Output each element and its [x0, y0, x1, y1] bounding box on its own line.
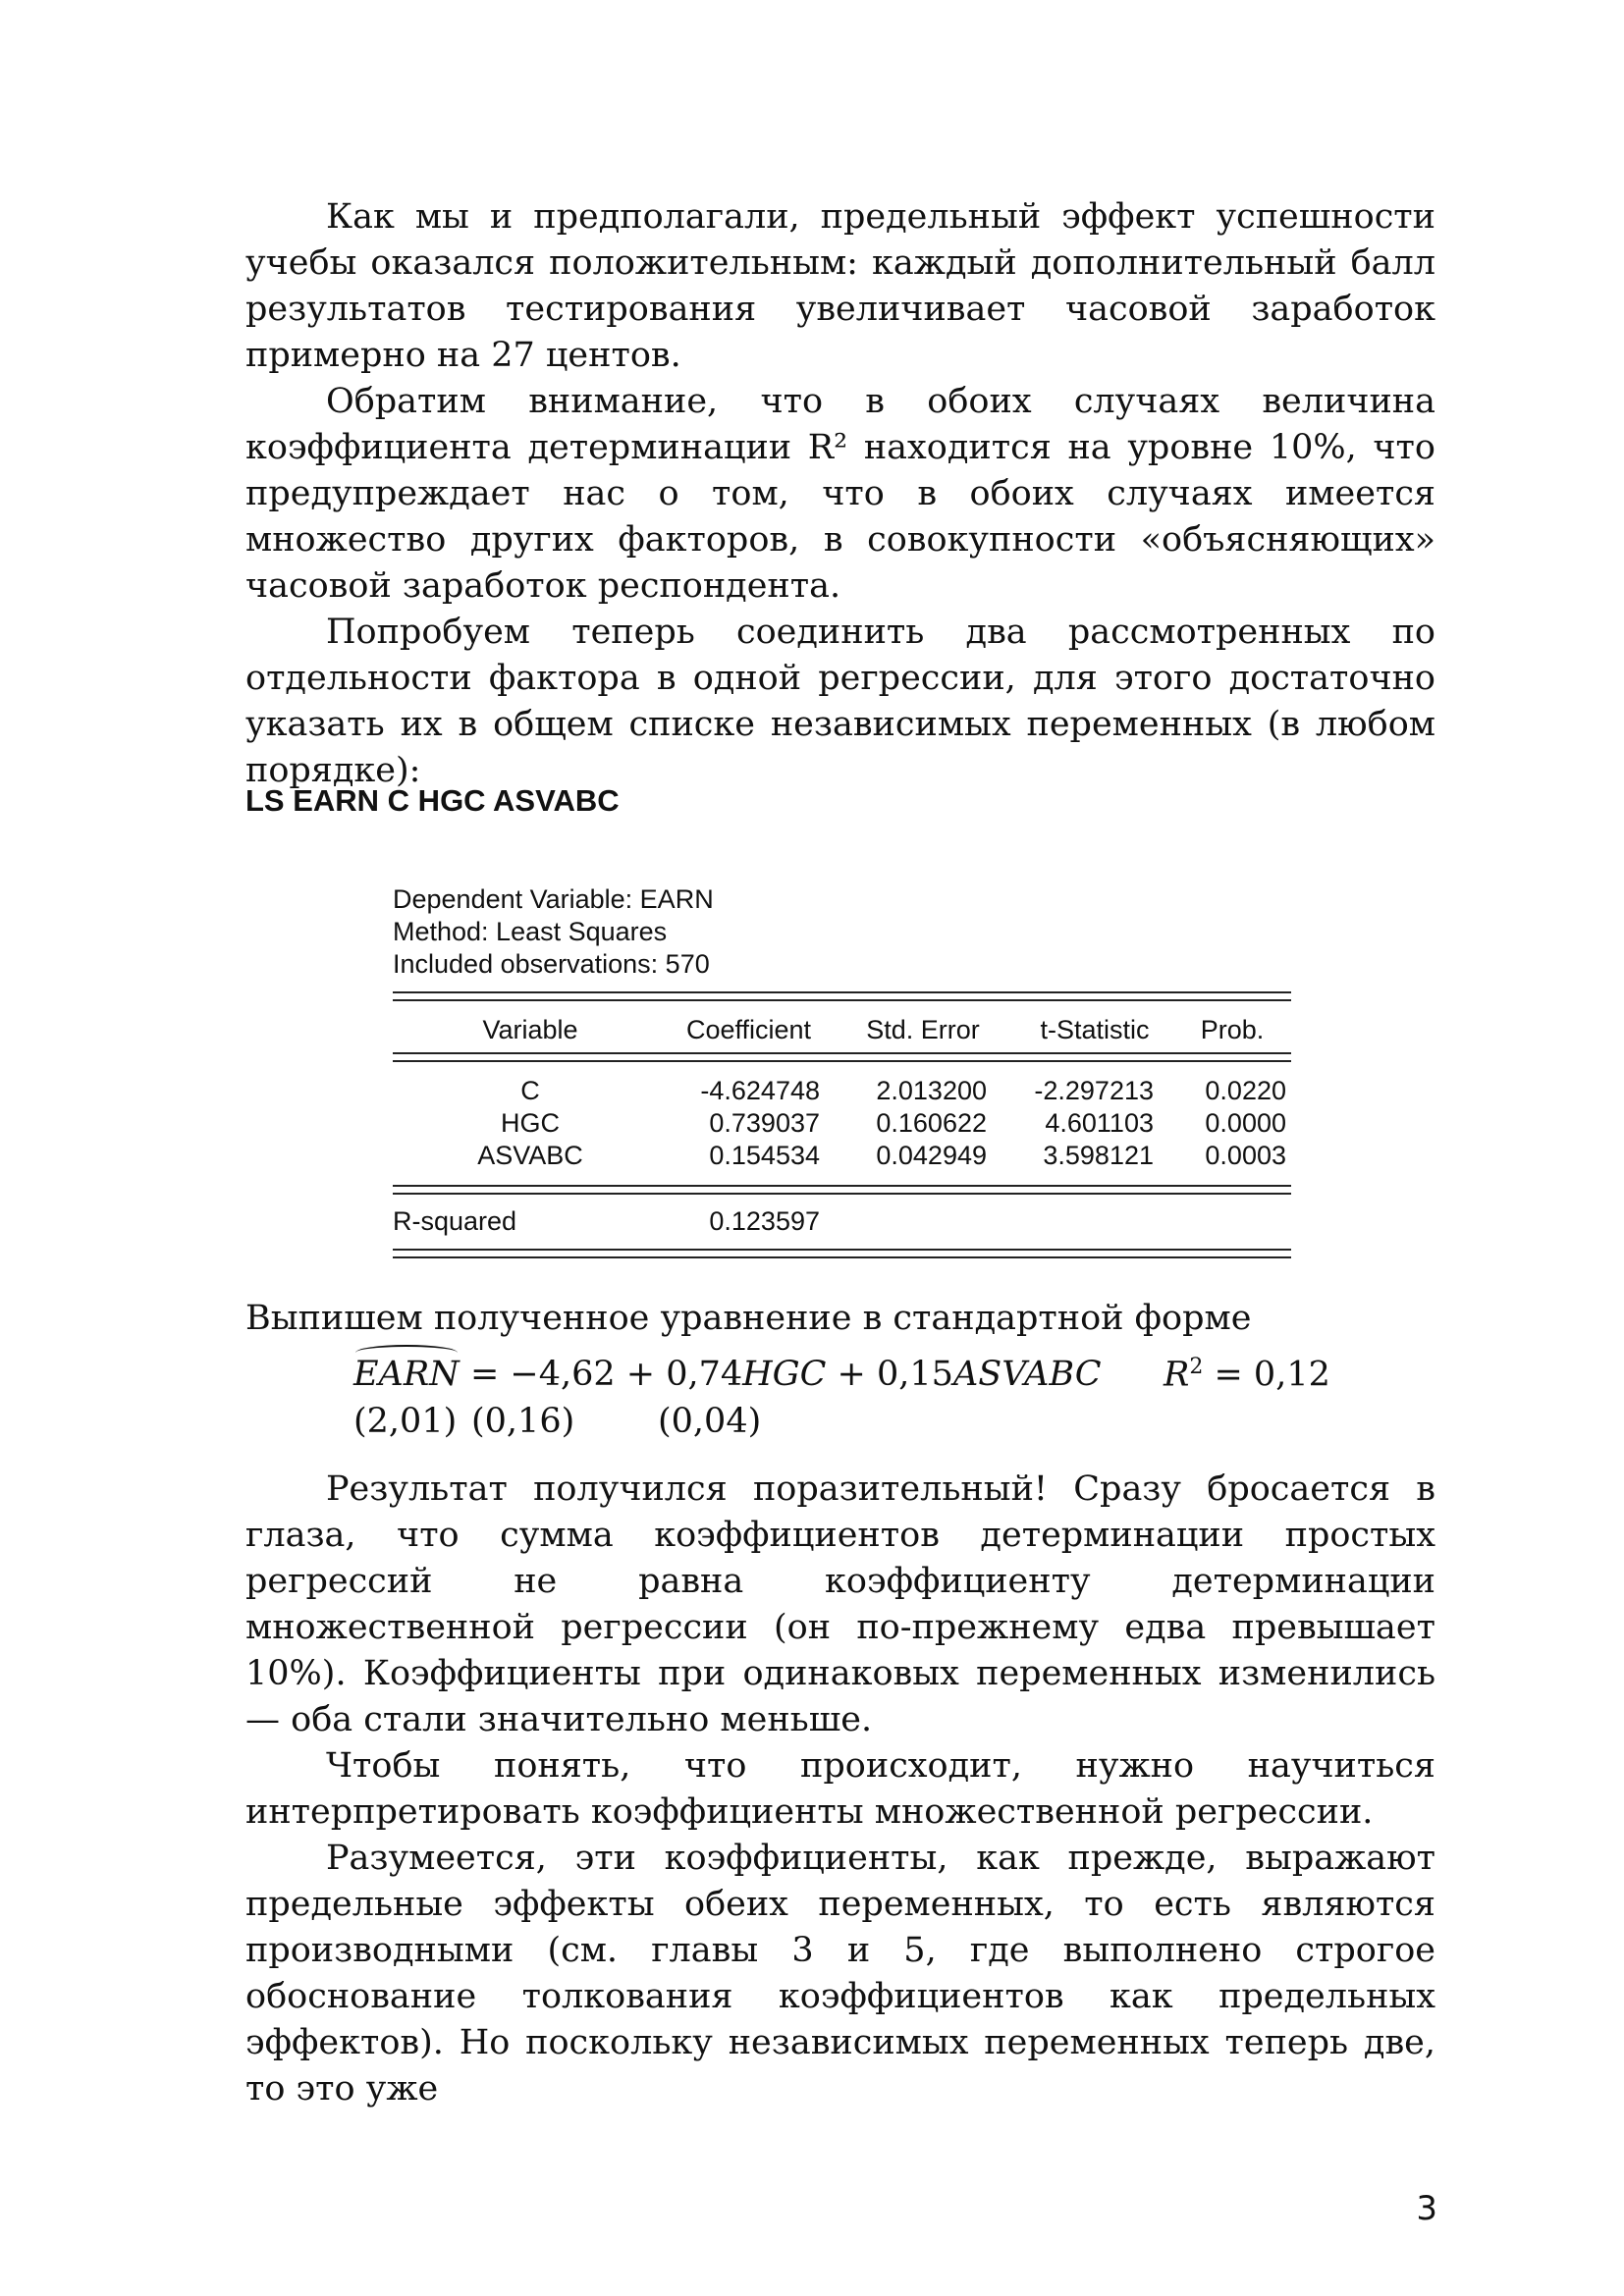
table-rule — [393, 991, 1291, 1001]
paragraph: Разумеется, эти коэффициенты, как прежде, выражают предельные эффекты обеих переменных, то есть являются производными (см. главы 3 и 5, где выполнено строгое обоснование толкования коэффициентов как предельных эффектов). Но поскольку независимых переменных теперь две, то это уже — [245, 1839, 1435, 2109]
paragraph: Попробуем теперь соединить два рассмотренных по отдельности фактора в одной регрессии, для этого достаточно указать их в общем списке независимых переменных (в любом порядке): — [245, 613, 1435, 790]
r-squared-row — [393, 1206, 1291, 1239]
table-rule — [393, 1185, 1291, 1195]
eviews-command: LS EARN C HGC ASVABC — [245, 783, 620, 818]
row-coefficient: 0.739037 — [709, 1108, 820, 1138]
header-variable: Variable — [482, 1015, 578, 1044]
estimation-method: Method: Least Squares — [393, 917, 668, 946]
equation-var-1: HGC — [742, 1355, 827, 1394]
header-t-statistic: t-Statistic — [1040, 1015, 1150, 1044]
body-text-bottom — [245, 1467, 1435, 2112]
paragraph: Как мы и предполагали, предельный эффект успешности учебы оказался положительным: каждый дополнительный балл результатов тестирования увеличивает часовой заработок примерно на 27 центов. — [245, 197, 1435, 375]
std-error-hgc: (0,16) — [471, 1402, 575, 1441]
row-t-statistic: 4.601103 — [1045, 1108, 1154, 1138]
equation-rhs-2: + 0,15 — [826, 1355, 953, 1394]
equation-expression — [353, 1355, 1102, 1394]
r2-value: = 0,12 — [1203, 1355, 1330, 1395]
header-std-error: Std. Error — [866, 1015, 980, 1044]
header-coefficient: Coefficient — [685, 1015, 812, 1044]
equation-var-2: ASVABC — [952, 1355, 1102, 1394]
row-std-error: 0.042949 — [876, 1141, 987, 1170]
dependent-variable: Dependent Variable: EARN — [393, 884, 714, 914]
equation-rhs-1: = −4,62 + 0,74 — [459, 1355, 743, 1394]
std-error-const: (2,01) — [353, 1402, 458, 1441]
r2-symbol: R — [1164, 1355, 1190, 1395]
row-prob: 0.0003 — [1205, 1141, 1286, 1170]
r-squared-label: R-squared — [393, 1206, 517, 1236]
row-t-statistic: 3.598121 — [1043, 1141, 1154, 1170]
row-std-error: 0.160622 — [876, 1108, 987, 1138]
row-t-statistic: -2.297213 — [1034, 1076, 1154, 1105]
equation-r-squared — [1164, 1355, 1330, 1395]
paragraph: Результат получился поразительный! Сразу бросается в глаза, что сумма коэффициентов детерминации простых регрессий не равна коэффициенту детерминации множественной регрессии (он по-прежнему едва превышает 10%). Коэффициенты при одинаковых переменных изменились — оба стали значительно меньше. — [245, 1469, 1435, 1739]
r-squared-value: 0.123597 — [709, 1206, 820, 1236]
row-coefficient: -4.624748 — [700, 1076, 820, 1105]
row-coefficient: 0.154534 — [709, 1141, 820, 1170]
row-variable: ASVABC — [477, 1141, 583, 1170]
table-row — [393, 1141, 1291, 1173]
page-number: 3 — [1416, 2189, 1437, 2228]
std-error-asvabc: (0,04) — [658, 1402, 762, 1441]
regression-metadata — [393, 883, 714, 981]
earn-hat: EARN — [353, 1355, 460, 1394]
table-header-row — [393, 1001, 1291, 1052]
row-prob: 0.0220 — [1205, 1076, 1286, 1105]
table-rule — [393, 1249, 1291, 1258]
table-row — [393, 1108, 1291, 1141]
observations-count: Included observations: 570 — [393, 949, 710, 979]
body-text-top — [245, 194, 1435, 794]
row-std-error: 2.013200 — [876, 1076, 987, 1105]
paragraph: Обратим внимание, что в обоих случаях величина коэффициента детерминации R² находится на уровне 10%, что предупреждает нас о том, что в обоих случаях имеется множество других факторов, в совокупности «объясняющих» часовой заработок респондента. — [245, 382, 1435, 606]
paragraph: Чтобы понять, что происходит, нужно научиться интерпретировать коэффициенты множественной регрессии. — [245, 1746, 1435, 1832]
equation-intro: Выпишем полученное уравнение в стандартной форме — [245, 1299, 1252, 1338]
row-prob: 0.0000 — [1205, 1108, 1286, 1138]
header-prob: Prob. — [1200, 1015, 1265, 1044]
row-variable: HGC — [501, 1108, 560, 1138]
r2-exponent: 2 — [1189, 1355, 1204, 1379]
row-variable: C — [520, 1076, 540, 1105]
table-row — [393, 1076, 1291, 1108]
equation-intro-block — [245, 1296, 1435, 1342]
table-rule — [393, 1052, 1291, 1062]
regression-table — [393, 991, 1291, 1258]
